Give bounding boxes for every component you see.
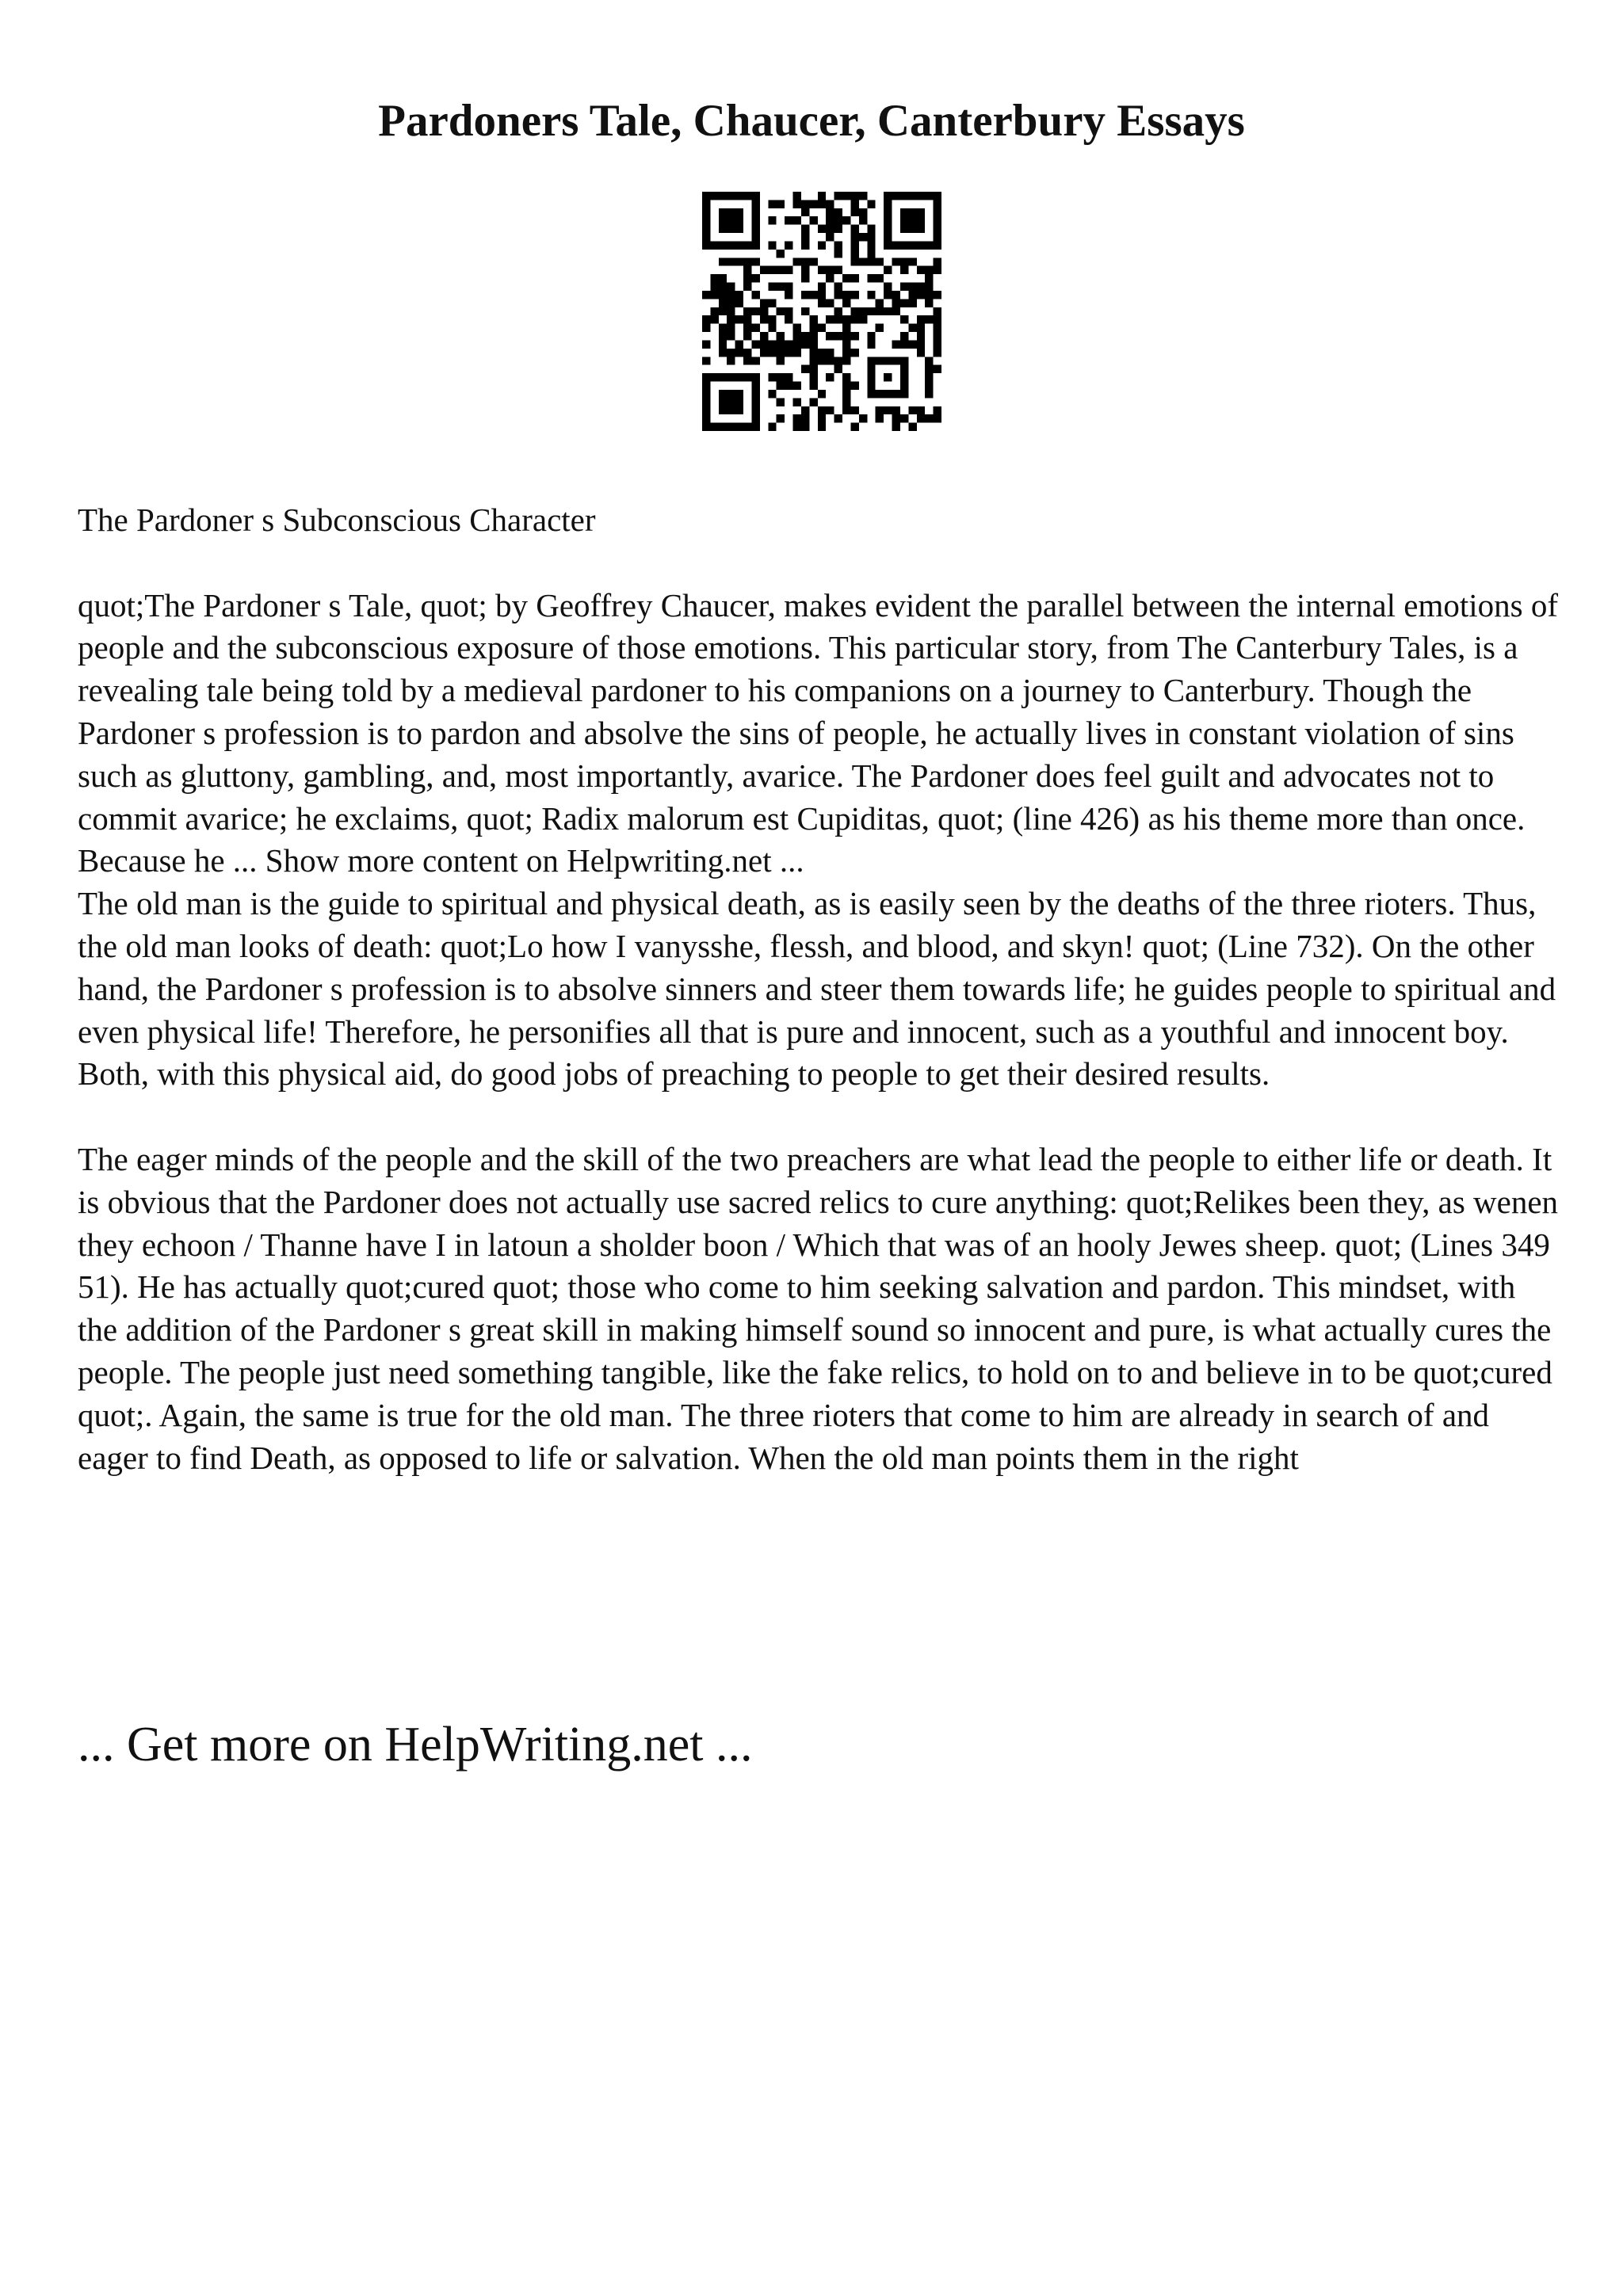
get-more-link[interactable]: ... Get more on HelpWriting.net ... — [78, 1718, 753, 1772]
document-body — [78, 499, 1560, 1479]
paragraph-2: The old man is the guide to spiritual and physical death, as is easily seen by the deaths of the three rioters. Thus, the old man looks of death: quot;Lo how I vanysshe, flessh, and blood, and skyn! quot; (Line 732). On the other hand, the Pardoner s profession is to absolve sinners and steer them towards life; he guides people to spiritual and even physical life! Therefore, he personifies all that is pure and innocent, such as a youthful and innocent boy. Both, with this physical aid, do good jobs of preaching to people to get their desired results. — [78, 885, 1556, 1093]
paragraph-1: quot;The Pardoner s Tale, quot; by Geoffrey Chaucer, makes evident the parallel between the internal emotions of people and the subconscious exposure of those emotions. This particular story, from The Canterbury Tales, is a revealing tale being told by a medieval pardoner to his companions on a journey to Canterbury. Though the Pardoner s profession is to pardon and absolve the sins of people, he actually lives in constant violation of sins such as gluttony, gambling, and, most importantly, avarice. The Pardoner does feel guilt and advocates not to commit avarice; he exclaims, quot; Radix malorum est Cupiditas, quot; (line 426) as his theme more than once. Because he ... Show more content on Helpwriting.net ... — [78, 586, 1558, 879]
qr-code-icon — [702, 192, 941, 431]
document-title: Pardoners Tale, Chaucer, Canterbury Essays — [378, 96, 1245, 146]
paragraph-3: The eager minds of the people and the skill of the two preachers are what lead the people to either life or death. It is obvious that the Pardoner does not actually use sacred relics to cure anything: quot;Relikes been they, as wenen they echoon / Thanne have I in latoun a sholder boon / Which that was of an hooly Jewes sheep. quot; (Lines 349 51). He has actually quot;cured quot; those who come to him seeking salvation and pardon. This mindset, with the addition of the Pardoner s great skill in making himself sound so innocent and pure, is what actually cures the people. The people just need something tangible, like the fake relics, to hold on to and believe in to be quot;cured quot;. Again, the same is true for the old man. The three rioters that come to him are already in search of and eager to find Death, as opposed to life or salvation. When the old man points them in the right — [78, 1140, 1559, 1476]
section-heading: The Pardoner s Subconscious Character — [78, 502, 596, 538]
